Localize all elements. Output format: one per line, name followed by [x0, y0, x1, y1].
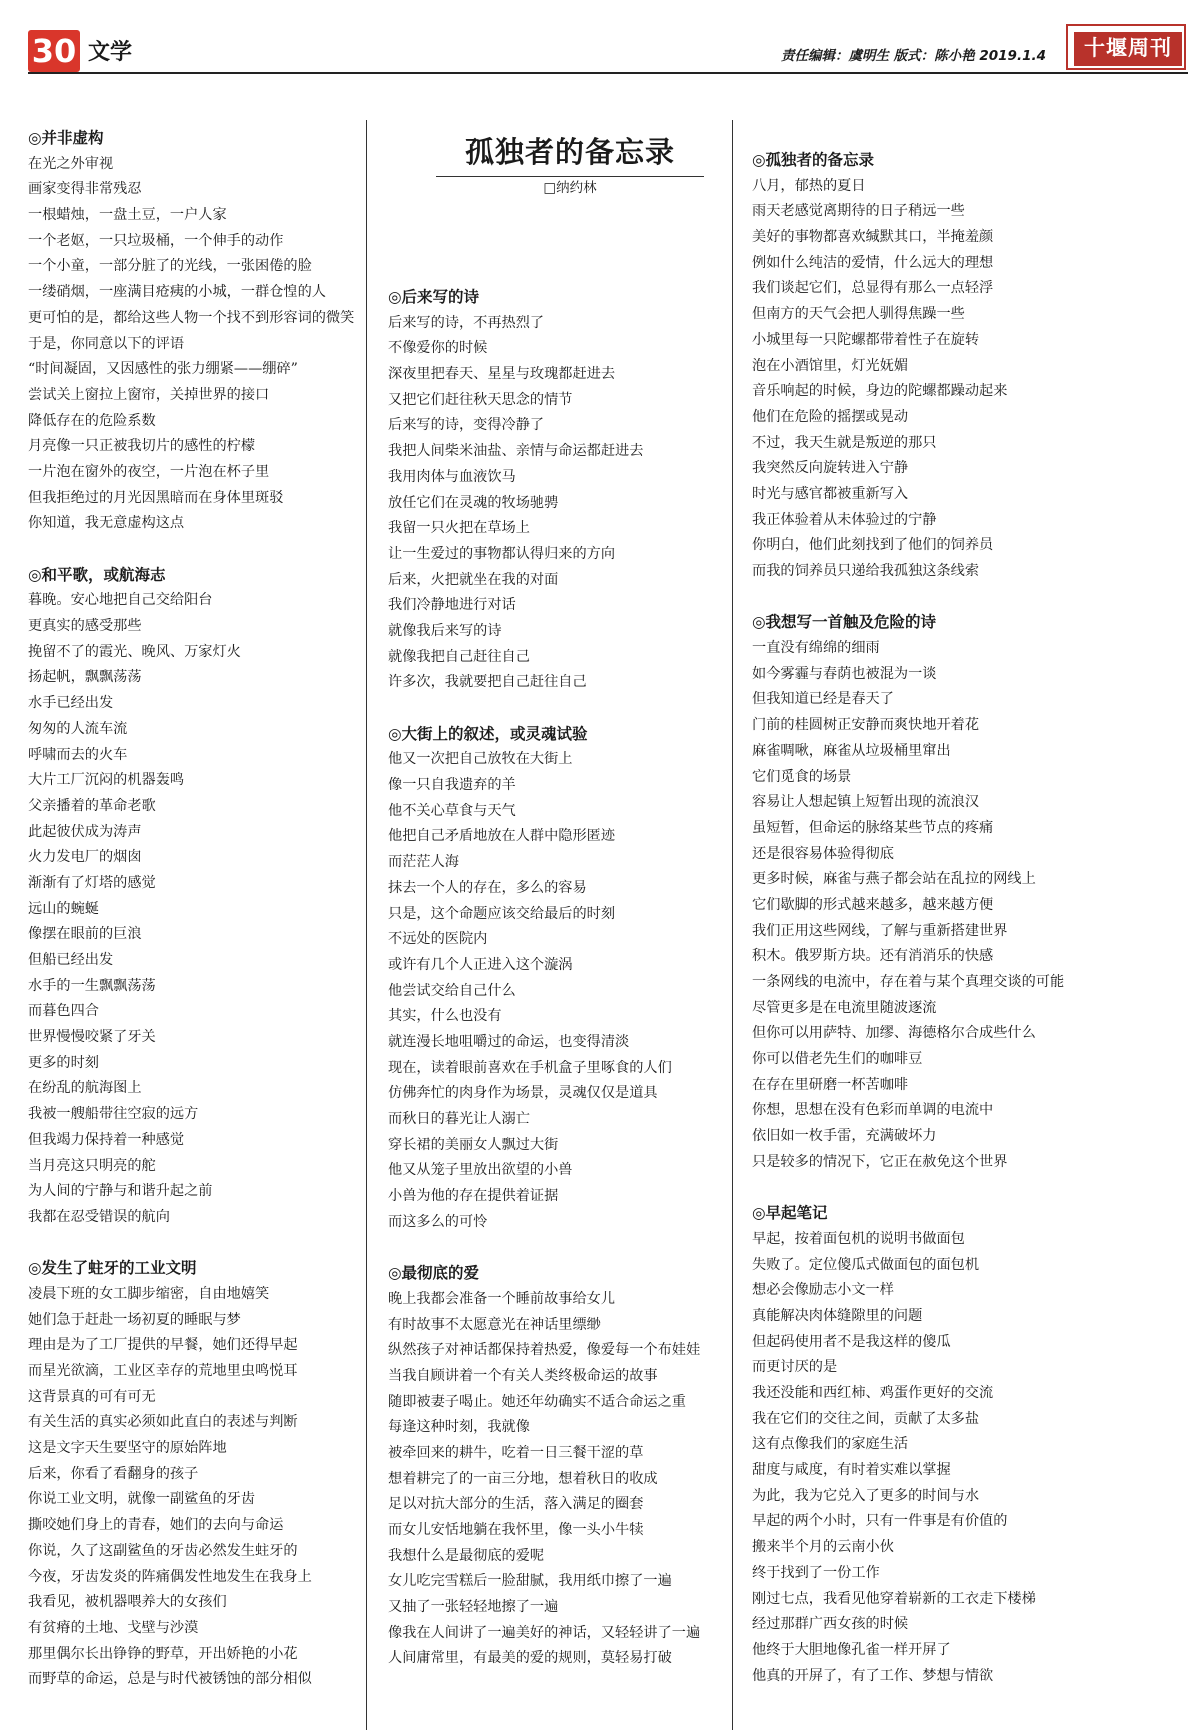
poem-line: 我在它们的交往之间，贡献了太多盐 — [752, 1410, 980, 1427]
poem-line: 我突然反向旋转进入宁静 — [752, 460, 909, 477]
poem-line: 随即被妻子喝止。她还年幼确实不适合命运之重 — [388, 1393, 686, 1410]
poem-line: 你明白，他们此刻找到了他们的饲养员 — [752, 537, 994, 554]
poem — [28, 1256, 358, 1693]
poem-line: 晚上我都会准备一个睡前故事给女儿 — [388, 1290, 616, 1307]
poem-line: 就连漫长地咀嚼过的命运，也变得清淡 — [388, 1033, 630, 1050]
poem-line: 降低存在的危险系数 — [28, 412, 156, 429]
poem-line: 今夜，牙齿发炎的阵痛偶发性地发生在我身上 — [28, 1568, 312, 1585]
poem-line: 不远处的医院内 — [388, 931, 488, 948]
poem — [388, 1261, 718, 1672]
poem-line: 每逢这种时刻，我就像 — [388, 1419, 530, 1436]
poem-line: 你说，久了这副鲨鱼的牙齿必然发生蛀牙的 — [28, 1542, 298, 1559]
poem-line: 容易让人想起镇上短暂出现的流浪汉 — [752, 794, 980, 811]
poem-line: 更真实的感受那些 — [28, 618, 142, 635]
poem-line: 而茫茫人海 — [388, 854, 459, 871]
poem-line: 而这多么的可怜 — [388, 1213, 488, 1230]
poem — [28, 126, 358, 537]
poem-line: 门前的桂圆树正安静而爽快地开着花 — [752, 717, 980, 734]
column-divider — [366, 120, 367, 1730]
page-number: 30 — [28, 30, 80, 72]
poem-line: 不像爱你的时候 — [388, 340, 488, 357]
page-header — [28, 22, 1188, 74]
poem-line: 你知道，我无意虚构这点 — [28, 515, 185, 532]
poem-line: 美好的事物都喜欢缄默其口，半掩羞颜 — [752, 229, 994, 246]
poem-line: 后来写的诗，变得冷静了 — [388, 417, 545, 434]
poem-line: 搬来半个月的云南小伙 — [752, 1539, 894, 1556]
poem-title: ◎大街上的叙述，或灵魂试验 — [388, 724, 588, 743]
poem-line: 尝试关上窗拉上窗帘，关掉世界的接口 — [28, 386, 270, 403]
poem-line: 一个小童，一部分脏了的光线，一张困倦的脸 — [28, 258, 312, 275]
poem-line: 理由是为了工厂提供的早餐，她们还得早起 — [28, 1337, 298, 1354]
poem-line: 又抽了一张轻轻地擦了一遍 — [388, 1599, 559, 1616]
poem-line: 其实，什么也没有 — [388, 1008, 502, 1025]
poem-line: 当我自顾讲着一个有关人类终极命运的故事 — [388, 1367, 658, 1384]
poem-line: 但我拒绝过的月光因黑暗而在身体里斑驳 — [28, 489, 284, 506]
poem-line: 终于找到了一份工作 — [752, 1564, 880, 1581]
stanza-gap — [752, 585, 1072, 611]
poem-line: 而野草的命运，总是与时代被锈蚀的部分相似 — [28, 1671, 312, 1688]
poem-line: 但你可以用萨特、加缪、海德格尔合成些什么 — [752, 1025, 1036, 1042]
poem-line: 雨天老感觉离期待的日子稍远一些 — [752, 203, 965, 220]
poem-line: 这背景真的可有可无 — [28, 1388, 156, 1405]
poem-line: 但起码使用者不是我这样的傻瓜 — [752, 1333, 951, 1350]
poem-line: 让一生爱过的事物都认得归来的方向 — [388, 545, 616, 562]
poem-line: 如今雾霾与春荫也被混为一谈 — [752, 665, 937, 682]
poem-title: ◎我想写一首触及危险的诗 — [752, 613, 937, 632]
poem-title: ◎早起笔记 — [752, 1204, 828, 1223]
poem-line: 仿佛奔忙的肉身作为场景，灵魂仅仅是道具 — [388, 1085, 658, 1102]
poem-line: 他又从笼子里放出欲望的小兽 — [388, 1162, 573, 1179]
poem-line: 早起，按着面包机的说明书做面包 — [752, 1230, 965, 1247]
masthead-logo — [1066, 24, 1186, 70]
poem-line: 纵然孩子对神话都保持着热爱，像爱每一个布娃娃 — [388, 1342, 701, 1359]
poem-line: 你说工业文明，就像一副鲨鱼的牙齿 — [28, 1491, 256, 1508]
poem — [388, 285, 718, 696]
poem-line: 而星光欲滴，工业区幸存的荒地里虫鸣悦耳 — [28, 1363, 298, 1379]
poem-line: 挽留不了的霞光、晚风、万家灯火 — [28, 643, 241, 660]
poem-line: 放任它们在灵魂的牧场驰骋 — [388, 494, 559, 511]
poem-line: 此起彼伏成为涛声 — [28, 823, 142, 840]
column-middle — [388, 285, 718, 1672]
stanza-gap — [28, 1231, 358, 1257]
poem-line: 一缕硝烟，一座满目疮痍的小城，一群仓惶的人 — [28, 284, 326, 301]
poem-line: 积木。俄罗斯方块。还有消消乐的快感 — [752, 948, 994, 965]
poem-line: 经过那群广西女孩的时候 — [752, 1616, 909, 1633]
header-rule — [28, 72, 1188, 74]
poem-line: 像我在人间讲了一遍美好的神话，又轻轻讲了一遍 — [388, 1624, 701, 1641]
column-left — [28, 126, 358, 1693]
poem-line: 或许有几个人正进入这个漩涡 — [388, 956, 573, 973]
poem-title: ◎孤独者的备忘录 — [752, 151, 875, 169]
poem-line: 早起的两个小时，只有一件事是有价值的 — [752, 1513, 1008, 1530]
poem-line: 更可怕的是，都给这些人物一个找不到形容词的微笑 — [28, 309, 355, 326]
poem-line: 这有点像我们的家庭生活 — [752, 1436, 909, 1453]
poem-line: 我们谈起它们，总显得有那么一点轻浮 — [752, 280, 994, 297]
poem-line: 一根蜡烛，一盘土豆，一户人家 — [28, 207, 227, 224]
poem-line: 呼啸而去的火车 — [28, 746, 128, 763]
poem-line: 被牵回来的耕牛，吃着一日三餐干涩的草 — [388, 1444, 644, 1461]
poem-line: 这是文字天生要坚守的原始阵地 — [28, 1440, 227, 1457]
article-title: 孤独者的备忘录 — [464, 135, 675, 169]
poem-line: 就像我把自己赶往自己 — [388, 648, 530, 665]
poem-line: 而更讨厌的是 — [752, 1359, 838, 1376]
poem-line: 一直没有绵绵的细雨 — [752, 640, 880, 657]
poem-line: 虽短暂，但命运的脉络某些节点的疼痛 — [752, 819, 994, 836]
poem-line: 后来，你看了看翻身的孩子 — [28, 1465, 199, 1482]
poem-line: 那里偶尔长出铮铮的野草，开出娇艳的小花 — [28, 1645, 298, 1662]
poem-line: 泡在小酒馆里，灯光妩媚 — [752, 357, 909, 374]
poem-line: 麻雀啁啾，麻雀从垃圾桶里窜出 — [752, 742, 951, 759]
poem-line: 我正体验着从未体验过的宁静 — [752, 511, 937, 528]
poem-line: 我还没能和西红柿、鸡蛋作更好的交流 — [752, 1385, 994, 1401]
poem-line: 想着耕完了的一亩三分地，想着秋日的收成 — [388, 1470, 658, 1487]
poem-line: 而我的饲养员只递给我孤独这条线索 — [752, 563, 980, 579]
poem-title: ◎并非虚构 — [28, 129, 104, 147]
poem-line: 世界慢慢咬紧了牙关 — [28, 1029, 156, 1046]
poem-line: 大片工厂沉闷的机器轰鸣 — [28, 772, 185, 789]
poem-line: 他真的开屏了，有了工作、梦想与情欲 — [752, 1667, 994, 1684]
poem-line: 匆匆的人流车流 — [28, 720, 128, 737]
poem-line: 抹去一个人的存在，多么的容易 — [388, 879, 587, 896]
poem — [752, 148, 1072, 585]
poem-line: 现在，读着眼前喜欢在手机盒子里啄食的人们 — [388, 1059, 672, 1076]
poem-line: 它们歇脚的形式越来越多，越来越方便 — [752, 896, 994, 913]
poem-line: 而秋日的暮光让人溺亡 — [388, 1111, 530, 1127]
stanza-gap — [752, 1176, 1072, 1202]
poem-line: 扬起帆，飘飘荡荡 — [28, 669, 142, 686]
poem-line: 尽管更多是在电流里随波逐流 — [752, 999, 937, 1016]
poem-line: 还是很容易体验得彻底 — [752, 845, 894, 862]
poem-line: 许多次，我就要把自己赶往自己 — [388, 674, 587, 691]
poem-line: 我想什么是最彻底的爱呢 — [388, 1547, 545, 1564]
poem-line: 在存在里研磨一杯苦咖啡 — [752, 1076, 909, 1093]
poem-line: 一个老妪，一只垃圾桶，一个伸手的动作 — [28, 232, 284, 249]
poem-line: 他尝试交给自己什么 — [388, 982, 516, 999]
poem-line: 有贫瘠的土地、戈壁与沙漠 — [28, 1619, 199, 1636]
masthead-text: 十堰周刊 — [1074, 32, 1182, 66]
poem-line: 我们正用这些网线，了解与重新搭建世界 — [752, 922, 1008, 939]
poem-line: 为此，我为它兑入了更多的时间与水 — [752, 1487, 980, 1504]
poem-line: 月亮像一只正被我切片的感性的柠檬 — [28, 438, 256, 455]
poem-line: 真能解决肉体缝隙里的问题 — [752, 1307, 923, 1324]
poem-line: 更多时候，麻雀与燕子都会站在乱拉的网线上 — [752, 871, 1036, 888]
poem-line: 画家变得非常残忍 — [28, 181, 142, 198]
poem-line: 你可以借老先生们的咖啡豆 — [752, 1051, 923, 1068]
poem-line: 为人间的宁静与和谐升起之前 — [28, 1183, 213, 1200]
poem-line: 你想，思想在没有色彩而单调的电流中 — [752, 1102, 994, 1119]
article-heading — [420, 132, 720, 199]
poem-line: 当月亮这只明亮的舵 — [28, 1157, 156, 1174]
poem-line: 父亲播着的革命老歌 — [28, 797, 156, 814]
poem — [752, 1201, 1072, 1689]
poem-line: 在纷乱的航海图上 — [28, 1080, 142, 1097]
poem-line: 他终于大胆地像孔雀一样开屏了 — [752, 1641, 951, 1658]
poem-line: 想必会像励志小文一样 — [752, 1282, 894, 1299]
poem-line: 例如什么纯洁的爱情，什么远大的理想 — [752, 254, 994, 271]
poem-line: 渐渐有了灯塔的感觉 — [28, 874, 156, 891]
stanza-gap — [388, 696, 718, 722]
poem-line: 后来写的诗，不再热烈了 — [388, 314, 545, 331]
poem-line: 而女儿安恬地躺在我怀里，像一头小牛犊 — [388, 1522, 644, 1538]
poem-line: 不过，我天生就是叛逆的那只 — [752, 434, 937, 451]
poem-line: 我留一只火把在草场上 — [388, 520, 530, 537]
poem-line: 人间庸常里，有最美的爱的规则，莫轻易打破 — [388, 1650, 672, 1667]
poem-line: 失败了。定位傻瓜式做面包的面包机 — [752, 1256, 980, 1273]
poem-line: 凌晨下班的女工脚步缩密，自由地嬉笑 — [28, 1285, 270, 1302]
poem-line: 就像我后来写的诗 — [388, 622, 502, 639]
poem — [388, 722, 718, 1236]
poem-line: 足以对抗大部分的生活，落入满足的圈套 — [388, 1496, 644, 1513]
poem-line: 又把它们赶往秋天思念的情节 — [388, 391, 573, 408]
poem-line: 我用肉体与血液饮马 — [388, 468, 516, 485]
poem-line: 但我知道已经是春天了 — [752, 691, 894, 708]
poem-line: 撕咬她们身上的青春，她们的去向与命运 — [28, 1517, 284, 1534]
poem-line: 远山的蜿蜒 — [28, 900, 99, 917]
poem-line: 刚过七点，我看见他穿着崭新的工衣走下楼梯 — [752, 1590, 1036, 1607]
poem-line: 像摆在眼前的巨浪 — [28, 926, 142, 943]
poem — [28, 563, 358, 1231]
poem-title: ◎发生了蛀牙的工业文明 — [28, 1259, 197, 1278]
poem-line: 但南方的天气会把人驯得焦躁一些 — [752, 306, 965, 323]
poem-line: 但我竭力保持着一种感觉 — [28, 1131, 185, 1148]
poem-line: 她们急于赶赴一场初夏的睡眠与梦 — [28, 1311, 241, 1328]
section-label: 文学 — [88, 40, 133, 65]
poem-line: 我把人间柴米油盐、亲情与命运都赶进去 — [388, 443, 644, 460]
poem-line: 像一只自我遗弃的羊 — [388, 777, 516, 794]
poem-line: “时间凝固，又因感性的张力绷紧——绷碎” — [28, 361, 298, 378]
poem-title: ◎最彻底的爱 — [388, 1264, 480, 1283]
poem-line: 时光与感官都被重新写入 — [752, 485, 909, 502]
poem-line: 小城里每一只陀螺都带着性子在旋转 — [752, 331, 980, 348]
poem-line: 有时故事不太愿意光在神话里缥缈 — [388, 1316, 601, 1333]
poem-line: 穿长裙的美丽女人飘过大街 — [388, 1136, 559, 1153]
poem — [752, 610, 1072, 1175]
poem-line: 后来，火把就坐在我的对面 — [388, 571, 559, 588]
poem-line: 他不关心草食与天气 — [388, 802, 516, 819]
poem-line: 甜度与咸度，有时着实难以掌握 — [752, 1462, 951, 1479]
stanza-gap — [28, 537, 358, 563]
poem-line: 只是，这个命题应该交给最后的时刻 — [388, 905, 616, 922]
poem-line: 只是较多的情况下，它正在赦免这个世界 — [752, 1153, 1008, 1170]
poem-line: 它们觅食的场景 — [752, 768, 852, 785]
poem-line: 水手的一生飘飘荡荡 — [28, 977, 156, 994]
poem-line: 更多的时刻 — [28, 1054, 99, 1071]
poem-line: 暮晚。安心地把自己交给阳台 — [28, 592, 213, 609]
poem-line: 他又一次把自己放牧在大街上 — [388, 751, 573, 768]
poem-line: 我都在忍受错误的航向 — [28, 1208, 170, 1225]
stanza-gap — [388, 1235, 718, 1261]
poem-line: 他们在危险的摇摆或晃动 — [752, 408, 909, 425]
column-divider — [732, 120, 733, 1730]
column-right — [752, 148, 1072, 1689]
poem-title: ◎后来写的诗 — [388, 288, 480, 306]
poem-line: 八月，郁热的夏日 — [752, 177, 866, 194]
poem-line: 有关生活的真实必须如此直白的表述与判断 — [28, 1414, 298, 1431]
poem-line: 火力发电厂的烟囱 — [28, 849, 142, 866]
poem-line: 小兽为他的存在提供着证据 — [388, 1188, 559, 1205]
poem-line: 一条网线的电流中，存在着与某个真理交谈的可能 — [752, 974, 1065, 990]
poem-line: 水手已经出发 — [28, 695, 114, 712]
poem-line: 于是，你同意以下的评语 — [28, 335, 185, 352]
poem-title: ◎和平歌，或航海志 — [28, 565, 166, 584]
poem-line: 但船已经出发 — [28, 952, 114, 968]
poem-line: 在光之外审视 — [28, 155, 114, 172]
poem-line: 而暮色四合 — [28, 1003, 99, 1020]
poem-line: 深夜里把春天、星星与玫瑰都赶进去 — [388, 366, 616, 383]
article-author: □纳约林 — [543, 180, 597, 196]
poem-line: 音乐响起的时候，身边的陀螺都躁动起来 — [752, 383, 1008, 400]
poem-line: 我被一艘船带往空寂的远方 — [28, 1106, 199, 1123]
poem-line: 我看见，被机器喂养大的女孩们 — [28, 1594, 227, 1611]
poem-line: 我们冷静地进行对话 — [388, 597, 516, 614]
poem-line: 依旧如一枚手雷，充满破坏力 — [752, 1128, 937, 1145]
poem-line: 一片泡在窗外的夜空，一片泡在杯子里 — [28, 463, 270, 480]
editor-credits: 责任编辑：虞明生 版式：陈小艳 2019.1.4 — [780, 48, 1046, 64]
poem-line: 他把自己矛盾地放在人群中隐形匿迹 — [388, 828, 616, 845]
poem-line: 女儿吃完雪糕后一脸甜腻，我用纸巾擦了一遍 — [388, 1573, 672, 1590]
